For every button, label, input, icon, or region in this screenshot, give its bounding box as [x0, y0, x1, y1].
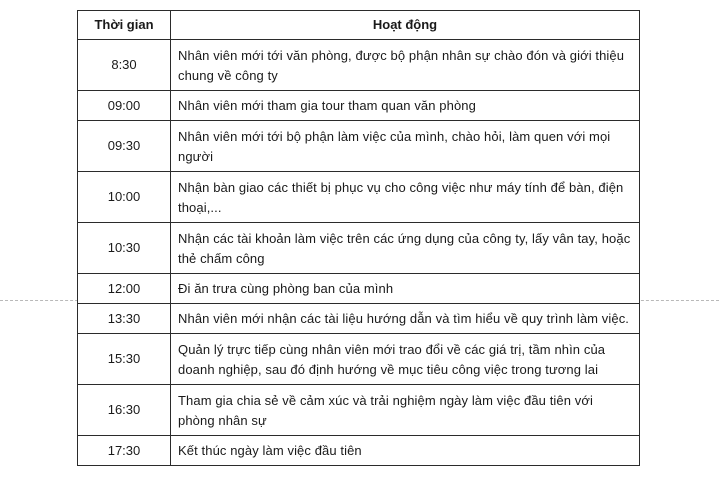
activity-cell: Đi ăn trưa cùng phòng ban của mình — [171, 274, 640, 304]
table-row — [78, 223, 640, 274]
activity-cell: Nhận bàn giao các thiết bị phục vụ cho công việc như máy tính để bàn, điện thoại,... — [171, 172, 640, 223]
table-row — [78, 91, 640, 121]
header-row — [78, 11, 640, 40]
table-row — [78, 304, 640, 334]
activity-cell: Nhân viên mới tham gia tour tham quan văn phòng — [171, 91, 640, 121]
table-row — [78, 385, 640, 436]
table-header — [78, 11, 640, 40]
activity-cell: Quản lý trực tiếp cùng nhân viên mới trao đổi về các giá trị, tầm nhìn của doanh nghiệp, sau đó định hướng về mục tiêu công việc trong tương lai — [171, 334, 640, 385]
activity-cell: Nhận các tài khoản làm việc trên các ứng dụng của công ty, lấy vân tay, hoặc thẻ chấm công — [171, 223, 640, 274]
time-cell: 17:30 — [78, 436, 171, 466]
time-cell: 10:00 — [78, 172, 171, 223]
time-cell: 13:30 — [78, 304, 171, 334]
table-row — [78, 121, 640, 172]
table-row — [78, 172, 640, 223]
schedule-table — [77, 10, 640, 466]
table-row — [78, 274, 640, 304]
time-cell: 8:30 — [78, 40, 171, 91]
activity-cell: Nhân viên mới nhận các tài liệu hướng dẫn và tìm hiểu về quy trình làm việc. — [171, 304, 640, 334]
time-cell: 09:30 — [78, 121, 171, 172]
time-cell: 16:30 — [78, 385, 171, 436]
time-cell: 15:30 — [78, 334, 171, 385]
table-row — [78, 334, 640, 385]
header-activity: Hoạt động — [171, 11, 640, 40]
table-row — [78, 40, 640, 91]
time-cell: 10:30 — [78, 223, 171, 274]
activity-cell: Kết thúc ngày làm việc đầu tiên — [171, 436, 640, 466]
time-cell: 09:00 — [78, 91, 171, 121]
activity-cell: Tham gia chia sẻ về cảm xúc và trải nghiệm ngày làm việc đầu tiên với phòng nhân sự — [171, 385, 640, 436]
activity-cell: Nhân viên mới tới văn phòng, được bộ phận nhân sự chào đón và giới thiệu chung về công ty — [171, 40, 640, 91]
activity-cell: Nhân viên mới tới bộ phận làm việc của mình, chào hỏi, làm quen với mọi người — [171, 121, 640, 172]
header-time: Thời gian — [78, 11, 171, 40]
table-row — [78, 436, 640, 466]
time-cell: 12:00 — [78, 274, 171, 304]
table-body — [78, 40, 640, 466]
